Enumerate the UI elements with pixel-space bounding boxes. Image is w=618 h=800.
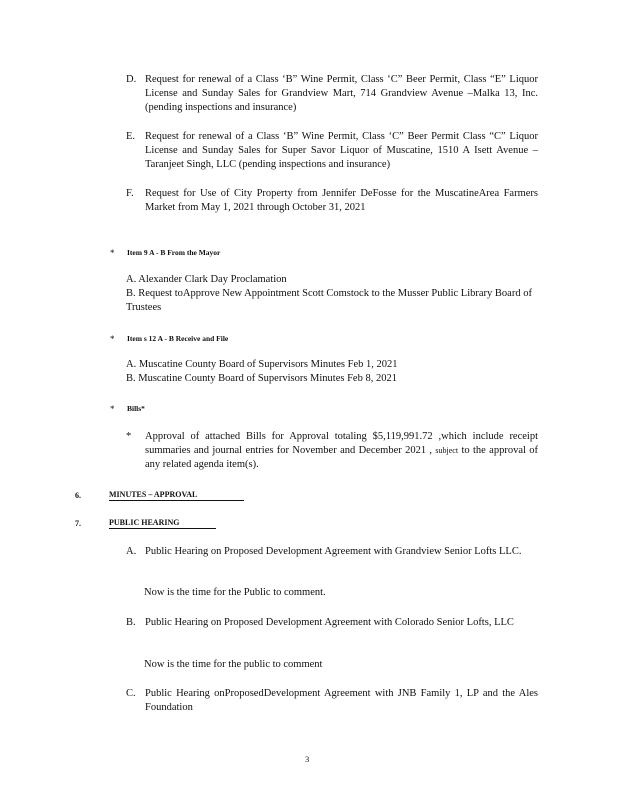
hearing-b-note: Now is the time for the public to comment xyxy=(144,659,323,670)
hearing-c-letter: C. xyxy=(126,688,136,699)
hearing-b-letter: B. xyxy=(126,617,136,628)
bills-text-small: subject xyxy=(435,446,459,455)
bullet-icon: * xyxy=(110,248,115,258)
receive-heading-text: Item s 12 A - B Receive and File xyxy=(127,334,229,343)
hearing-c-text: Public Hearing onProposedDevelopment Agreement with JNB Family 1, LP and the Ales Foundation xyxy=(145,688,538,713)
bills-text-end: to the approval of any related agenda item(s). xyxy=(145,445,538,470)
item-e-text: Request for renewal of a Class ‘B” Wine Permit, Class ‘C” Beer Permit Class “C” Liquor License and Sunday Sales for Super Savor Liquor of Muscatine, 1510 A Isett Avenue –Taranjeet Singh, LLC (pending inspections and insurance) xyxy=(145,131,538,170)
mayor-line-b: B. Request toApprove New Appointment Scott Comstock to the Musser Public Library Board of Trustees xyxy=(126,288,532,313)
bills-heading xyxy=(110,402,145,416)
section-6-number: 6. xyxy=(75,491,81,500)
hearing-b xyxy=(126,616,538,630)
bills-bullet-icon: * xyxy=(126,431,132,442)
item-f xyxy=(126,187,538,215)
page-number: 3 xyxy=(305,754,310,764)
bullet-icon: * xyxy=(110,404,115,414)
section-6-title: MINUTES – APPROVAL xyxy=(109,489,244,501)
item-d-letter: D. xyxy=(126,74,137,85)
section-7-number: 7. xyxy=(75,519,81,528)
item-e-letter: E. xyxy=(126,131,136,142)
bills-approval-text xyxy=(145,430,538,472)
bullet-icon: * xyxy=(110,334,115,344)
hearing-a-letter: A. xyxy=(126,546,137,557)
receive-line-b: B. Muscatine County Board of Supervisors Minutes Feb 8, 2021 xyxy=(126,373,397,384)
mayor-heading xyxy=(110,246,220,260)
bills-heading-text: Bills* xyxy=(127,404,145,413)
item-d-text: Request for renewal of a Class ‘B” Wine Permit, Class ‘C” Beer Permit, Class “E” Liquor License and Sunday Sales for Grandview Mart, 714 Grandview Avenue –Malka 13, Inc. (pending inspections and insurance) xyxy=(145,74,538,113)
receive-line-a: A. Muscatine County Board of Supervisors Minutes Feb 1, 2021 xyxy=(126,359,398,370)
receive-heading xyxy=(110,332,228,346)
item-e xyxy=(126,130,538,172)
hearing-a-note: Now is the time for the Public to comment. xyxy=(144,587,326,598)
mayor-heading-text: Item 9 A - B From the Mayor xyxy=(127,248,221,257)
item-d xyxy=(126,73,538,115)
section-7-title: PUBLIC HEARING xyxy=(109,517,216,529)
mayor-line-a: A. Alexander Clark Day Proclamation xyxy=(126,274,287,285)
bills-text-main: Approval of attached Bills for Approval totaling $5,119,991.72 ,which include receipt summaries and journal entries for November and December 2021 , xyxy=(145,431,538,456)
hearing-a-text: Public Hearing on Proposed Development Agreement with Grandview Senior Lofts LLC. xyxy=(145,546,522,557)
bills-approval xyxy=(126,430,538,472)
hearing-c xyxy=(126,687,538,715)
hearing-a xyxy=(126,545,538,559)
hearing-b-text: Public Hearing on Proposed Development Agreement with Colorado Senior Lofts, LLC xyxy=(145,617,514,628)
item-f-text: Request for Use of City Property from Jennifer DeFosse for the MuscatineArea Farmers Market from May 1, 2021 through October 31, 2021 xyxy=(145,188,538,213)
item-f-letter: F. xyxy=(126,188,134,199)
